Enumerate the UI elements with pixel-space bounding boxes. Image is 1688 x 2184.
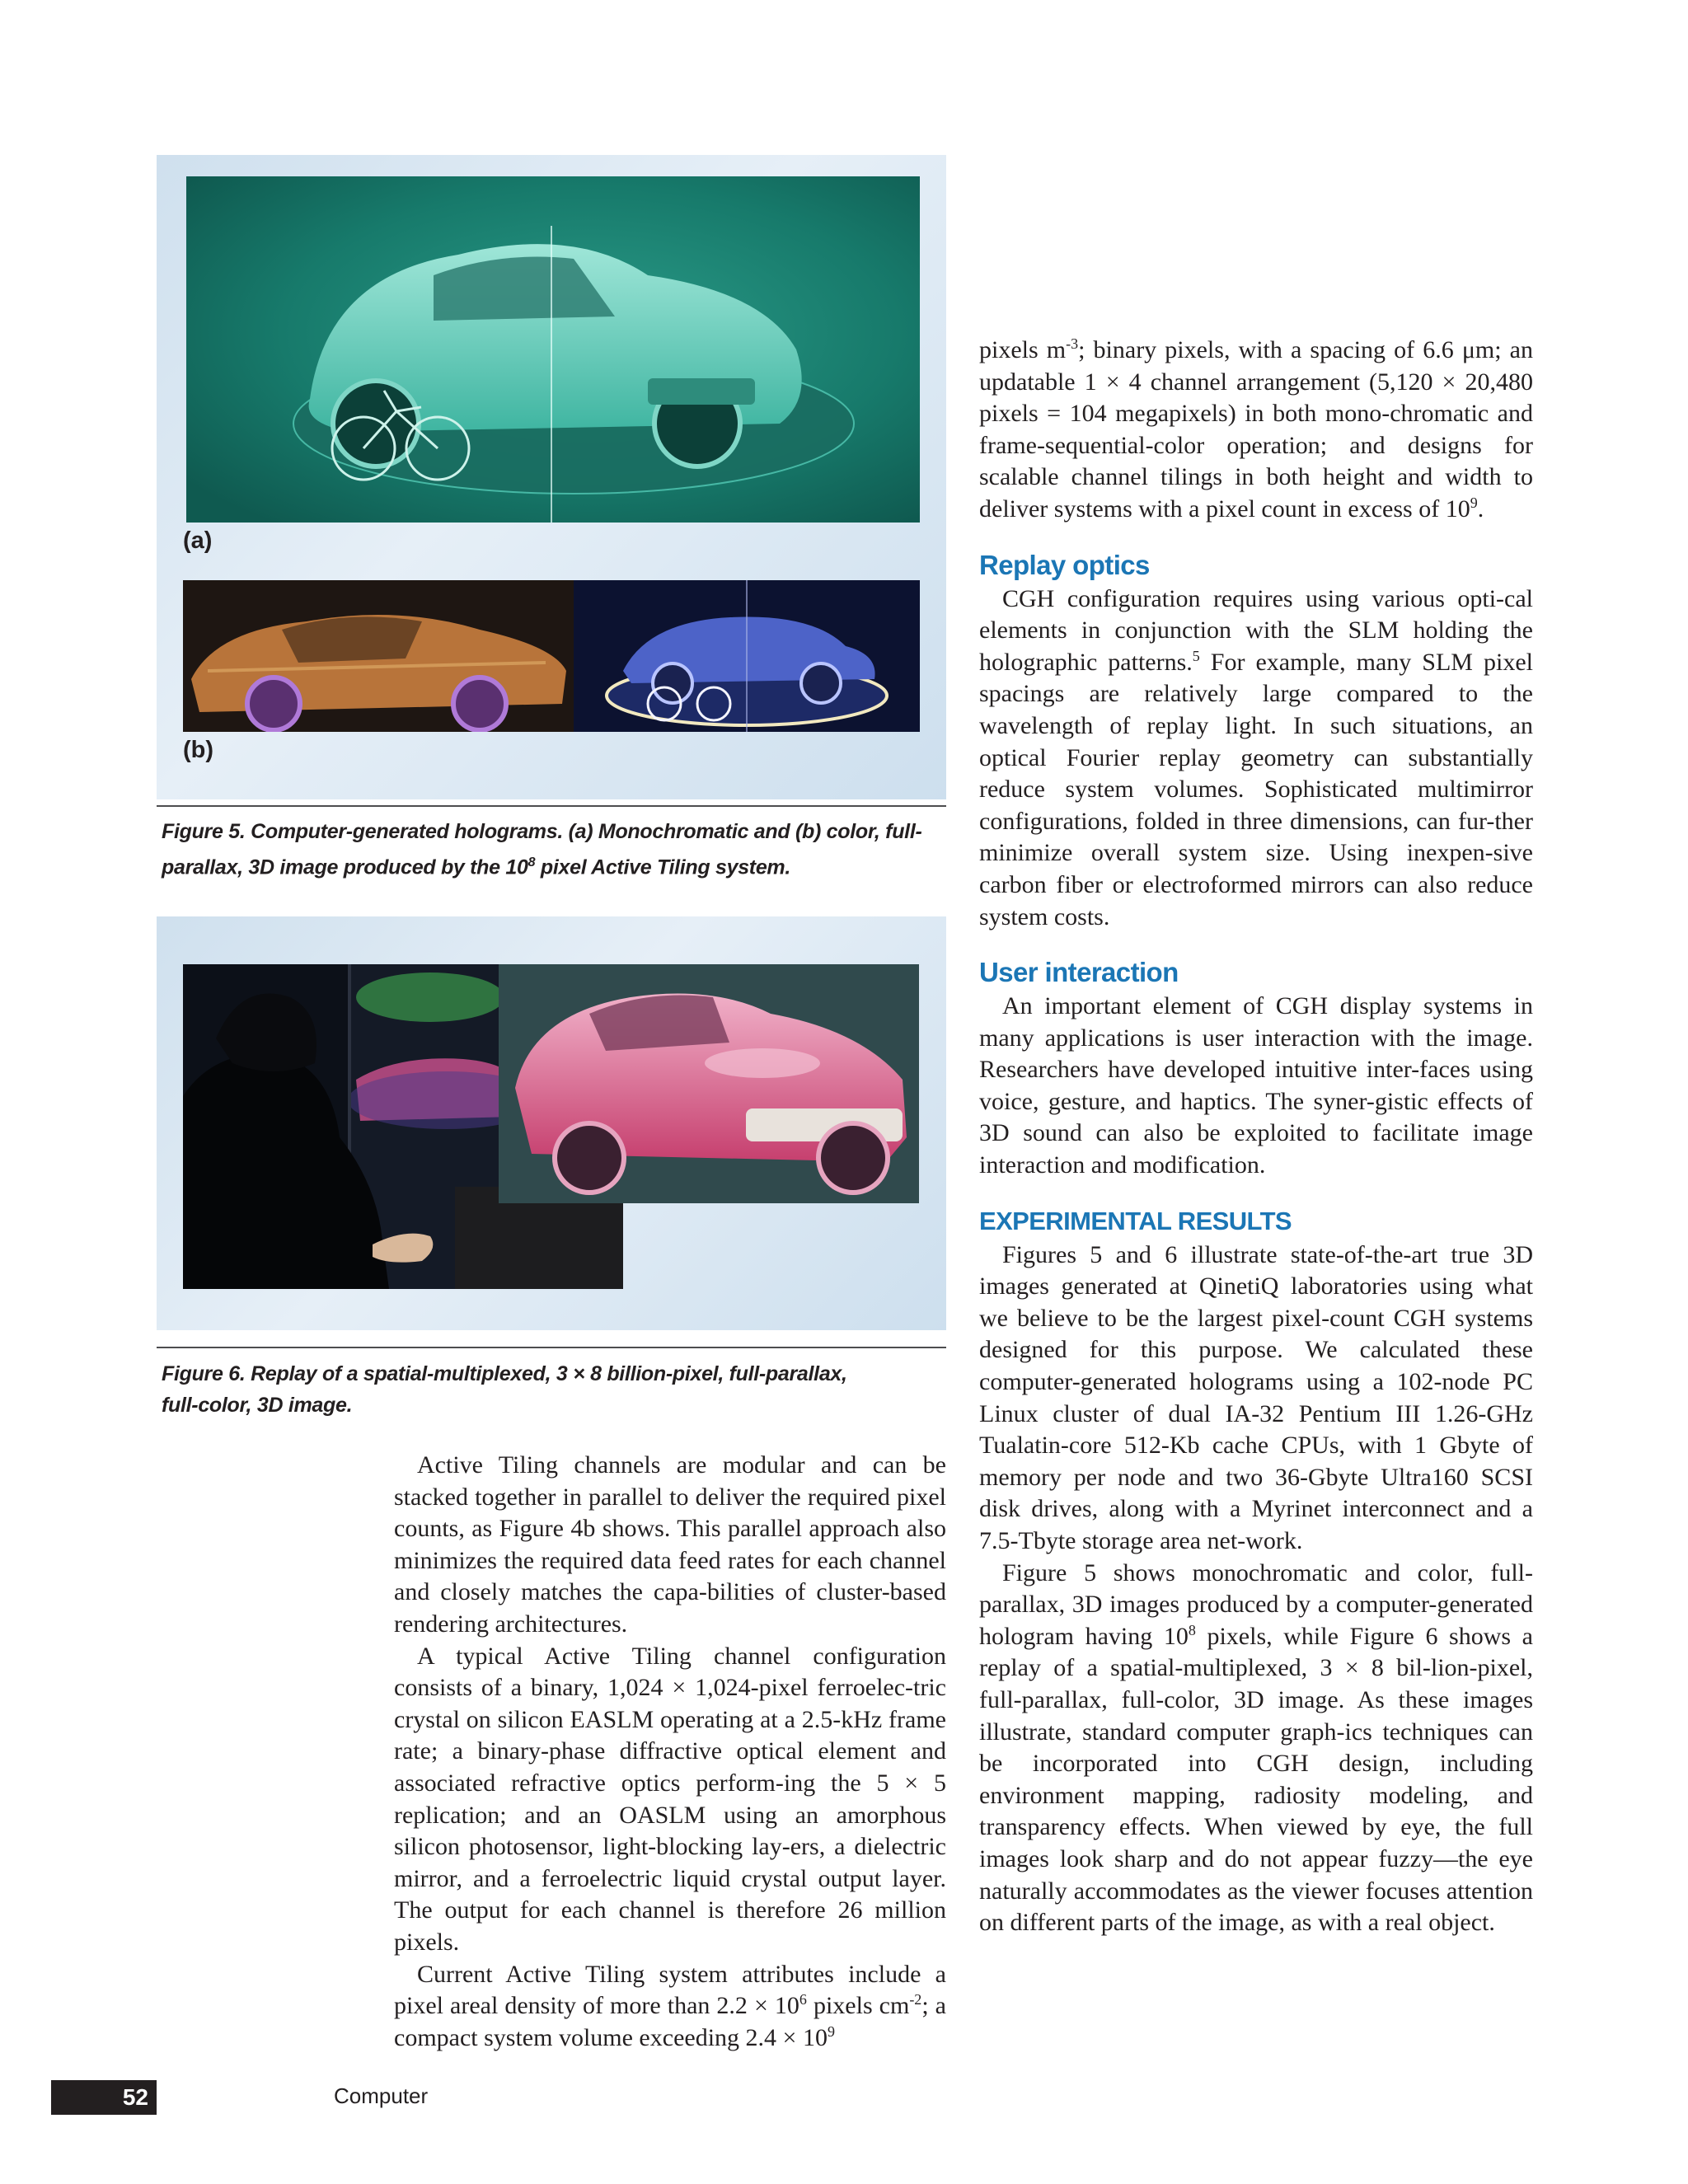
replay-optics-heading: Replay optics: [979, 549, 1150, 580]
right-intro-paragraph: pixels $m^{-3}$; binary pixels, with a spacing of 6.6 μm; an updatable 1 × 4 channel arrangement (5,120 × 20,480 pixels = 104 megapixels) in both mono-chromatic and frame-sequential-color operation; and designs for scalable channel tilings in both height and width to deliver systems with a pixel count in excess of $10^9$.: [979, 335, 1533, 523]
figure-5-caption: Figure 5. Computer-generated holograms. (a) Monochromatic and (b) color, full- parallax, 3D image produced by the $10^8$ pixel Active Tiling system.: [162, 820, 922, 879]
right-text-column: [979, 335, 1533, 1939]
left-paragraph-1: Active Tiling channels are modular and can be stacked together in parallel to deliver the required pixel counts, as Figure 4b shows. This parallel approach also minimizes the required data feed rates for each channel and closely matches the capa-bilities of cluster-based rendering architectures.: [394, 1451, 946, 1638]
figure-6-caption: Figure 6. Replay of a spatial-multiplexed, 3 × 8 billion-pixel, full-parallax, full-color, 3D image.: [162, 1362, 847, 1417]
left-text-column: [394, 1450, 946, 2054]
figure-6-caption-rule: [157, 1347, 946, 1348]
figure-5a-label: (a): [183, 527, 213, 554]
page-number: 52: [51, 2080, 157, 2115]
left-paragraph-3: Current Active Tiling system attributes include a pixel areal density of more than $2.2 \times 10^6$ pixels $cm^{-2}$; a compact system volume exceeding $2.4 \times 10^9$: [394, 1960, 946, 2051]
figure-6-car-hologram-image: [499, 964, 919, 1203]
results-paragraph-2: Figure 5 shows monochromatic and color, full-parallax, 3D images produced by a computer-generated hologram having $10^8$ pixels, while Figure 6 shows a replay of a spatial-multiplexed, 3 × 8 bil-lion-pixel, full-parallax, full-color, 3D image. As these images illustrate, standard computer graph-ics techniques can be incorporated into CGH design, including environment mapping, radiosity modeling, and transparency effects. When viewed by eye, the full images look sharp and do not appear fuzzy—the eye naturally accommodates as the viewer focuses attention on different parts of the image, as with a real object.: [979, 1558, 1533, 1937]
left-paragraph-2: A typical Active Tiling channel configuration consists of a binary, 1,024 × 1,024-pixel ferroelec-tric crystal on silicon EASLM operating at a 2.5-kHz frame rate; a binary-phase diffractive optical element and associated refractive optics perform-ing the 5 × 5 replication; and an OASLM using an amorphous silicon photosensor, light-blocking lay-ers, a dielectric mirror, and a ferroelectric liquid crystal output layer. The output for each channel is therefore 26 million pixels.: [394, 1642, 946, 1956]
results-paragraph-1: Figures 5 and 6 illustrate state-of-the-art true 3D images generated at QinetiQ laboratories using what we believe to be the largest pixel-count CGH systems designed for this purpose. We calculated these computer-generated holograms using a 102-node PC Linux cluster of dual IA-32 Pentium III 1.26-GHz Tualatin-core 512-Kb cache CPUs, with 1 Gbyte of memory per node and two 36-Gbyte Ultra160 SCSI disk drives, along with a Myrinet interconnect and a 7.5-Tbyte storage area net-work.: [979, 1240, 1533, 1554]
magazine-name: Computer: [334, 2083, 429, 2108]
figure-5a-hologram-image: [186, 176, 920, 523]
replay-optics-paragraph: CGH configuration requires using various opti-cal elements in conjunction with the SLM holding the holographic patterns.$^5$ For example, many SLM pixel spacings are relatively large compared to the wavelength of replay light. In such situations, an optical Fourier replay geometry can substantially reduce system volumes. Sophisticated multimirror configurations, folded in three dimensions, can fur-ther minimize overall system size. Using inexpen-sive carbon fiber or electroformed mirrors can also reduce system costs.: [979, 584, 1533, 930]
figure-5b-label: (b): [183, 737, 214, 763]
figure-5b-right-hologram-image: [574, 580, 920, 732]
user-interaction-heading: User interaction: [979, 957, 1179, 988]
experimental-results-heading: EXPERIMENTAL RESULTS: [979, 1206, 1292, 1235]
user-interaction-paragraph: An important element of CGH display systems in many applications is user interaction with the image. Researchers have developed intuitive inter-faces using voice, gesture, and haptics. The syner-gistic effects of 3D sound can also be exploited to facilitate image interaction and modification.: [979, 992, 1533, 1179]
figure-5b-left-hologram-image: [183, 580, 574, 732]
figure-5-caption-rule: [157, 805, 946, 807]
